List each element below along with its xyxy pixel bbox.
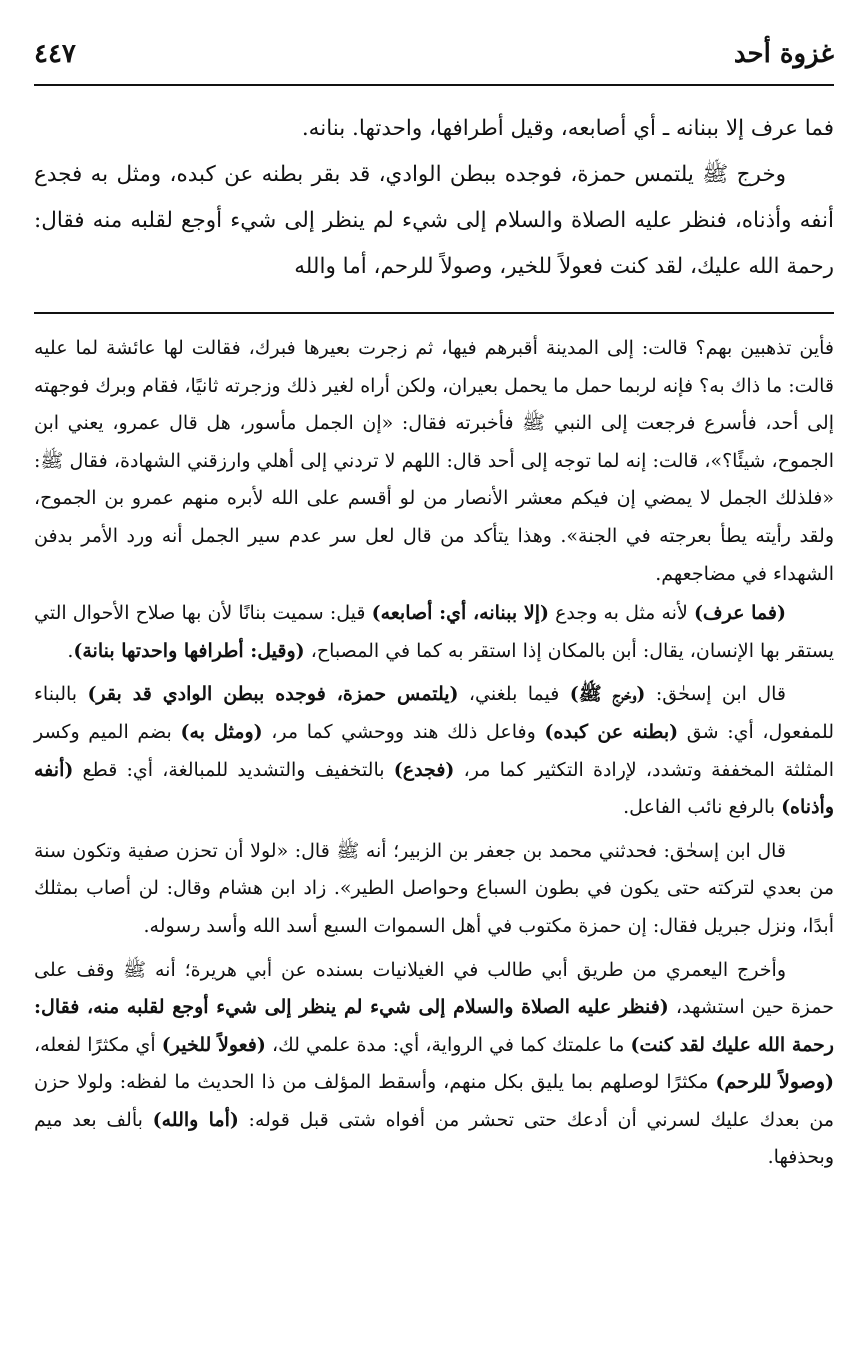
quoted-phrase: (فعولاً للخير) [161, 1033, 266, 1056]
quoted-phrase: (يلتمس حمزة، فوجده ببطن الوادي قد بقر) [87, 683, 459, 706]
quoted-phrase: (فجدع) [393, 758, 455, 781]
commentary-fragment: بالتخفيف والتشديد للمبالغة، أي: قطع [73, 758, 394, 781]
commentary-fragment: ما علمتك كما في الرواية، أي: مدة علمي لك، [265, 1033, 631, 1056]
commentary-separator [34, 312, 834, 314]
page-header [34, 34, 834, 74]
commentary-fragment: وأخرج اليعمري من طريق أبي طالب في الغيلانيات بسنده عن أبي هريرة؛ أنه ﷺ وقف على حمزة حين استشهد، [34, 958, 834, 1019]
main-paragraph-2: وخرج ﷺ يلتمس حمزة، فوجده ببطن الوادي، قد بقر بطنه عن كبده، ومثل به فجدع أنفه وأذناه، فنظر عليه الصلاة والسلام إلى شيء لم ينظر إلى شيء أوجع لقلبه منه فقال: رحمة الله عليك، لقد كنت فعولاً للخير، وصولاً للرحم، أما والله [34, 162, 834, 279]
quoted-phrase: (أما والله) [152, 1108, 239, 1131]
header-rule [34, 84, 834, 86]
commentary-fragment: أي مكثرًا لفعله، [34, 1033, 162, 1056]
quoted-phrase: (وخرج ﷺ) [569, 683, 646, 706]
commentary-fragment: مكثرًا لوصلهم بما يليق بكل منهم، وأسقط المؤلف من ذا الحديث ما لفظه: ولولا حزن من بعدك عليك لسرني أن أدعك حتى تحشر من أفواه شتى قبل قوله: [34, 1071, 835, 1131]
commentary-fragment: بالرفع نائب الفاعل. [623, 796, 782, 819]
commentary-text [34, 330, 834, 1179]
commentary-fragment: قيل: سميت بنانًا لأن بها صلاح الأحوال التي يستقر بها الإنسان، يقال: أبن بالمكان إذا استقر به كما في المصباح، [34, 602, 834, 662]
quoted-phrase: (أنفه وأذناه) [34, 758, 834, 819]
main-text [34, 106, 834, 290]
page-number: ٤٤٧ [34, 39, 76, 69]
quoted-phrase: (ومثل به) [180, 720, 263, 743]
quoted-phrase: (وصولاً للرحم) [715, 1071, 834, 1094]
commentary-fragment: بالبناء للمفعول، أي: شق [34, 683, 834, 743]
commentary-paragraph-4: قال ابن إسحٰق: فحدثني محمد بن جعفر بن الزبير؛ أنه ﷺ قال: «لولا أن تحزن صفية وتكون سنة من بعدي لتركته حتى يكون في بطون السباع وحواصل الطير». زاد ابن هشام وقال: لن أصاب بمثلك أبدًا، ونزل جبريل فقال: إن حمزة مكتوب في أهل السموات السبع أسد الله وأسد رسوله. [34, 839, 834, 937]
commentary-paragraph-5 [34, 952, 834, 1178]
commentary-fragment: بضم الميم وكسر المثلثة المخففة وتشدد، لإرادة التكثير كما مر، [34, 720, 834, 781]
commentary-fragment: فيما بلغني، [458, 683, 570, 706]
commentary-fragment: لأنه مثل به وجدع [548, 602, 694, 625]
commentary-fragment: بألف بعد ميم وبحذفها. [34, 1108, 834, 1169]
commentary-paragraph-1: فأين تذهبين بهم؟ قالت: إلى المدينة أقبرهم فيها، ثم زجرت بعيرها فبرك، فقالت لها عائشة لما عليه قالت: ما ذاك به؟ فإنه لربما حمل ما يحمل بعيران، ولكن أراه لغير ذلك وزجرته ثانيًا، فقام وبرك فوجهته إلى أحد، فأسرع فرجعت إلى النبي ﷺ فأخبرته فقال: «إن الجمل مأسور، هل قال عمرو، يعني ابن الجموح، شيئًا؟»، قالت: إنه لما توجه إلى أحد قال: اللهم لا تردني إلى أهلي وارزقني الشهادة، فقال ﷺ: «فلذلك الجمل لا يمضي إن فيكم معشر الأنصار من لو أقسم على الله لأبره منهم عمرو بن الجموح، ولقد رأيته يطأ بعرجته في الجنة». وهذا يتأكد من قال لعل سر عدم سير الجمل أنه ورد الأمر بدفن الشهداء في مضاجعهم. [34, 337, 834, 585]
commentary-fragment: قال ابن إسحٰق: [645, 683, 786, 706]
commentary-fragment: وفاعل ذلك هند ووحشي كما مر، [262, 720, 545, 743]
quoted-phrase: (بطنه عن كبده) [544, 720, 679, 743]
quoted-phrase: (إلا ببنانه، أي: أصابعه) [371, 602, 549, 625]
commentary-paragraph-3 [34, 676, 834, 826]
quoted-phrase: (وقيل: أطرافها واحدتها بنانة) [73, 639, 305, 662]
commentary-paragraph-2 [34, 595, 834, 670]
quoted-phrase: (فنظر عليه الصلاة والسلام إلى شيء لم ينظر إلى شيء أوجع لقلبه منه، فقال: رحمة الله عليك لقد كنت) [34, 996, 834, 1056]
main-paragraph-1: فما عرف إلا ببنانه ـ أي أصابعه، وقيل أطرافها، واحدتها. بنانه. [301, 116, 834, 141]
quoted-phrase: (فما عرف) [693, 602, 786, 625]
commentary-fragment: . [67, 639, 74, 662]
chapter-title: غزوة أحد [733, 39, 834, 69]
